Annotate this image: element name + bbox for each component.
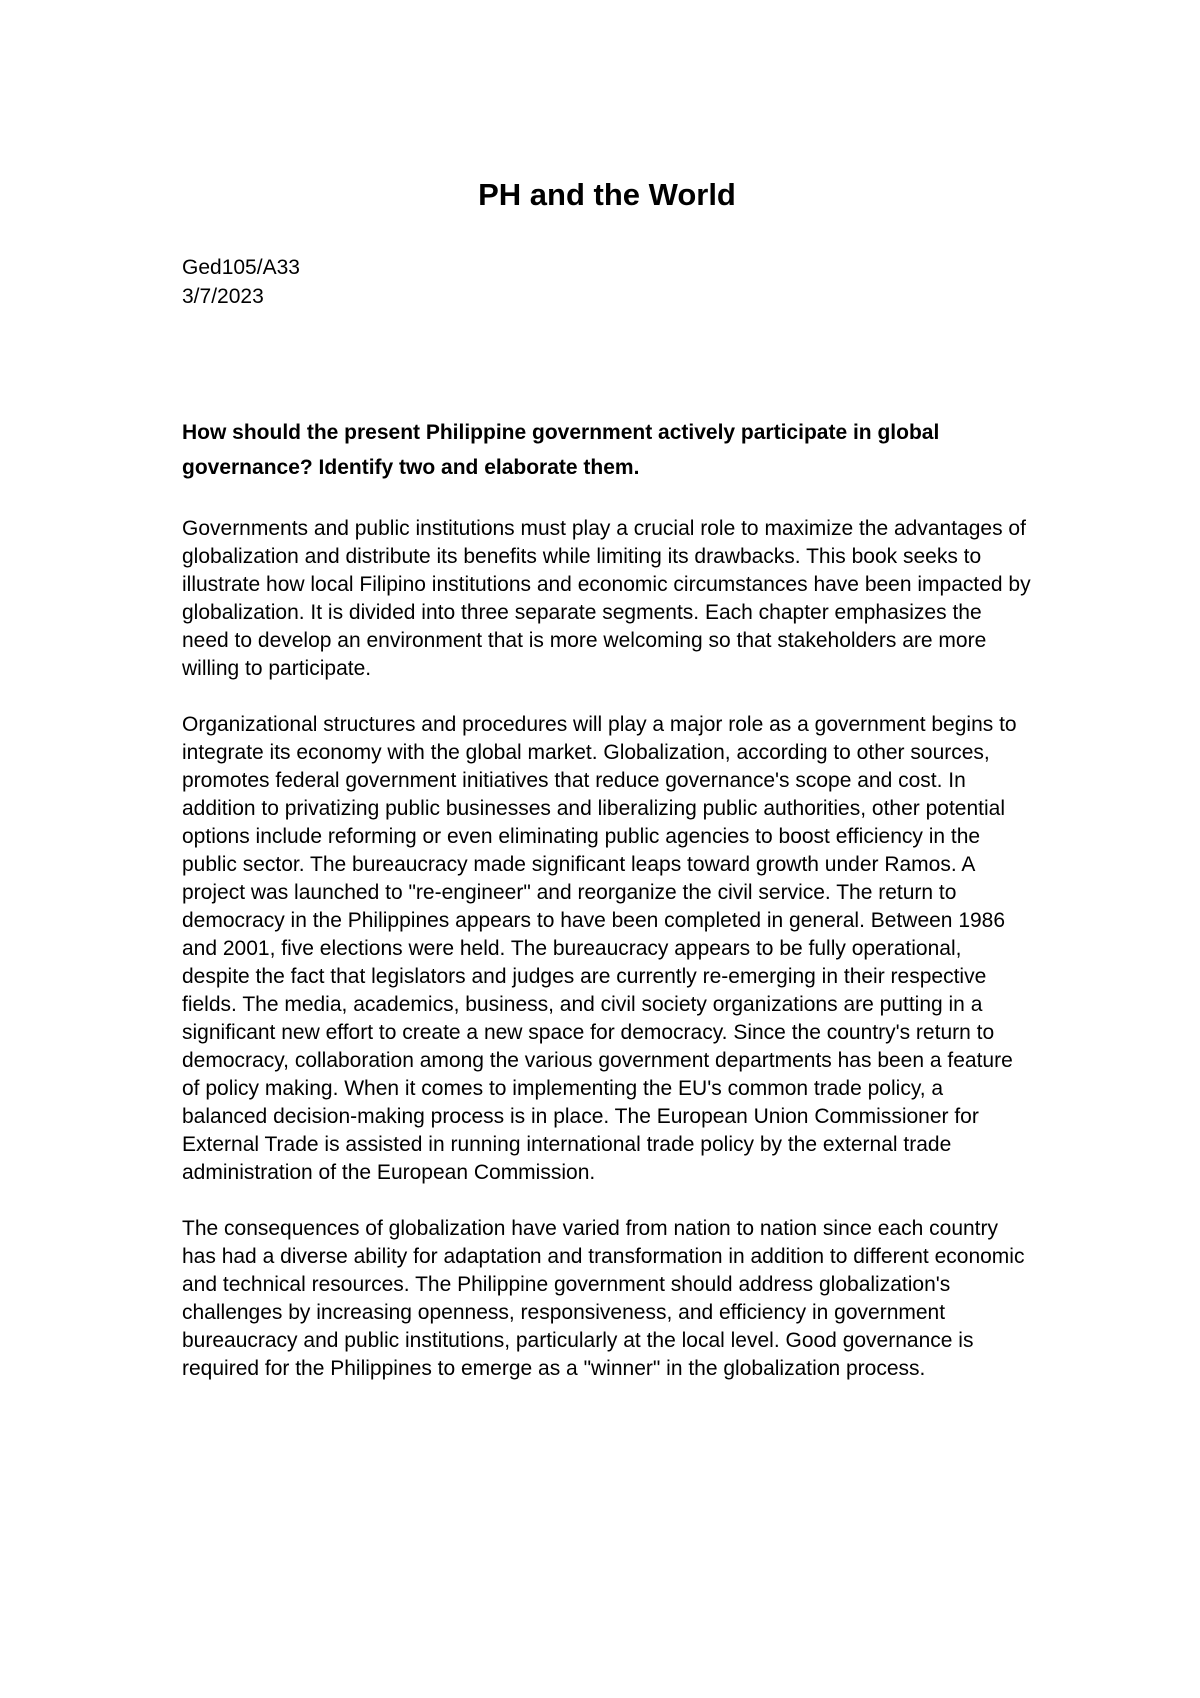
document-date: 3/7/2023 xyxy=(182,285,264,308)
document-content xyxy=(182,150,1032,1383)
essay-question: How should the present Philippine government actively participate in global governance? Identify two and elaborate them. xyxy=(182,421,940,479)
course-code: Ged105/A33 xyxy=(182,256,300,279)
document-meta xyxy=(182,253,1032,311)
body-paragraph-1: Governments and public institutions must play a crucial role to maximize the advantages of globalization and distribute its benefits while limiting its drawbacks. This book seeks to illustrate how local Filipino institutions and economic circumstances have been impacted by globalization. It is divided into three separate segments. Each chapter emphasizes the need to develop an environment that is more welcoming so that stakeholders are more willing to participate. xyxy=(182,517,1031,680)
body-paragraph-2: Organizational structures and procedures will play a major role as a government begins to integrate its economy with the global market. Globalization, according to other sources, promotes federal government initiatives that reduce governance's scope and cost. In addition to privatizing public businesses and liberalizing public authorities, other potential options include reforming or even eliminating public agencies to boost efficiency in the public sector. The bureaucracy made significant leaps toward growth under Ramos. A project was launched to "re-engineer" and reorganize the civil service. The return to democracy in the Philippines appears to have been completed in general. Between 1986 and 2001, five elections were held. The bureaucracy appears to be fully operational, despite the fact that legislators and judges are currently re-emerging in their respective fields. The media, academics, business, and civil society organizations are putting in a significant new effort to create a new space for democracy. Since the country's return to democracy, collaboration among the various government departments has been a feature of policy making. When it comes to implementing the EU's common trade policy, a balanced decision-making process is in place. The European Union Commissioner for External Trade is assisted in running international trade policy by the external trade administration of the European Commission. xyxy=(182,713,1017,1184)
body-paragraph-3: The consequences of globalization have varied from nation to nation since each country has had a diverse ability for adaptation and transformation in addition to different economic and technical resources. The Philippine government should address globalization's challenges by increasing openness, responsiveness, and efficiency in government bureaucracy and public institutions, particularly at the local level. Good governance is required for the Philippines to emerge as a "winner" in the globalization process. xyxy=(182,1217,1025,1380)
document-title: PH and the World xyxy=(478,177,736,212)
